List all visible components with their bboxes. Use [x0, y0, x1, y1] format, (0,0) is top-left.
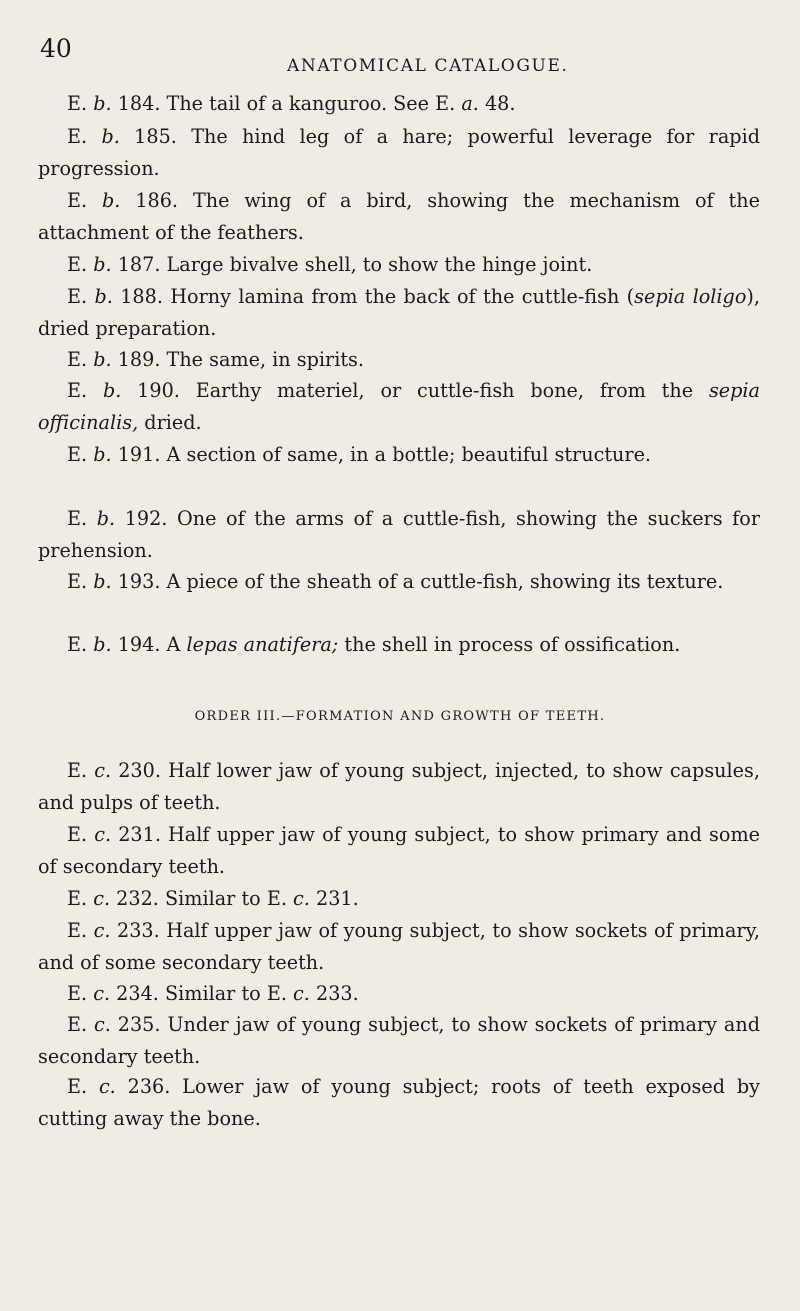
section-heading: ORDER III.—FORMATION AND GROWTH OF TEETH. [194, 709, 606, 724]
page-number: 40 [40, 34, 72, 63]
catalogue-entry: E. b. 187. Large bivalve shell, to show the hinge joint. [67, 253, 593, 276]
catalogue-entry: E. b. 194. A lepas anatifera; the shell in process of ossification. [67, 633, 681, 656]
catalogue-entry: E. c. 231. Half upper jaw of young subject, to show primary and some of secondary teeth. [38, 823, 760, 878]
catalogue-entry: E. c. 233. Half upper jaw of young subject, to show sockets of primary, and of some secondary teeth. [38, 919, 760, 974]
catalogue-entry: E. b. 190. Earthy materiel, or cuttle-fish bone, from the sepia officinalis, dried. [38, 379, 760, 434]
catalogue-entry: E. b. 192. One of the arms of a cuttle-fish, showing the suckers for prehension. [38, 507, 760, 562]
catalogue-entry: E. c. 232. Similar to E. c. 231. [67, 887, 359, 910]
catalogue-entry: E. b. 184. The tail of a kanguroo. See E. a. 48. [67, 92, 516, 115]
catalogue-entry: E. b. 189. The same, in spirits. [67, 348, 364, 371]
running-head: ANATOMICAL CATALOGUE. [287, 56, 569, 76]
catalogue-entry: E. c. 230. Half lower jaw of young subject, injected, to show capsules, and pulps of teeth. [38, 759, 760, 814]
catalogue-entry: E. b. 191. A section of same, in a bottle; beautiful structure. [67, 443, 652, 466]
catalogue-entry: E. b. 186. The wing of a bird, showing the mechanism of the attachment of the feathers. [38, 189, 760, 244]
catalogue-entry: E. b. 188. Horny lamina from the back of the cuttle-fish (sepia loligo), dried preparation. [38, 285, 760, 340]
catalogue-entry: E. b. 193. A piece of the sheath of a cuttle-fish, showing its texture. [67, 570, 724, 593]
catalogue-entry: E. c. 235. Under jaw of young subject, to show sockets of primary and secondary teeth. [38, 1013, 760, 1068]
catalogue-entry: E. c. 236. Lower jaw of young subject; roots of teeth exposed by cutting away the bone. [38, 1075, 760, 1130]
catalogue-entry: E. b. 185. The hind leg of a hare; powerful leverage for rapid progression. [38, 125, 760, 180]
catalogue-entry: E. c. 234. Similar to E. c. 233. [67, 982, 359, 1005]
